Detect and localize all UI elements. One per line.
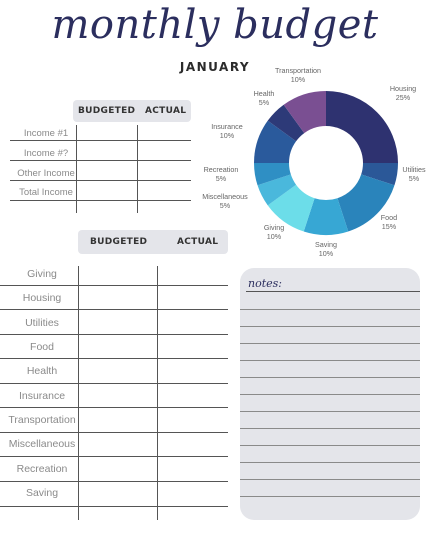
notes-line [240, 394, 420, 395]
notes-line [240, 479, 420, 480]
expense-row-divider [0, 285, 228, 286]
notes-line [240, 326, 420, 327]
chart-label-food [359, 213, 419, 231]
income-row-label: Income #1 [23, 128, 69, 139]
expense-row-label: Insurance [18, 390, 66, 402]
expense-col-actual: ACTUAL [177, 237, 219, 247]
notes-line [240, 462, 420, 463]
expense-row-label: Giving [27, 268, 57, 280]
chart-label-value: 10% [290, 75, 306, 84]
expense-row-label: Food [30, 341, 54, 353]
expense-row-label: Saving [25, 487, 59, 499]
chart-label-health [234, 89, 294, 107]
expense-row-divider [0, 358, 228, 359]
chart-label-value: 25% [395, 93, 411, 102]
chart-label-value: 10% [219, 131, 235, 140]
notes-line [240, 309, 420, 310]
chart-label-value: 5% [219, 201, 231, 210]
expense-row-divider [0, 506, 228, 507]
chart-label-value: 5% [258, 98, 270, 107]
expense-row-divider [0, 334, 228, 335]
chart-label-name: Utilities [402, 165, 426, 174]
expense-row-divider [0, 383, 228, 384]
expense-row-divider [0, 407, 228, 408]
expense-row-label: Transportation [8, 414, 76, 426]
chart-label-name: Transportation [274, 66, 322, 75]
notes-line [240, 411, 420, 412]
notes-line [240, 377, 420, 378]
chart-label-name: Saving [315, 240, 337, 249]
notes-underline [246, 291, 420, 292]
month-label: JANUARY [179, 60, 251, 74]
chart-label-miscellaneous [195, 192, 255, 210]
expense-col-divider [157, 266, 158, 520]
expense-row-label: Housing [22, 292, 62, 304]
notes-line [240, 343, 420, 344]
expense-row-divider [0, 309, 228, 310]
chart-label-name: Health [253, 89, 275, 98]
chart-label-name: Food [380, 213, 398, 222]
chart-label-value: 15% [381, 222, 397, 231]
income-row-label: Total Income [19, 187, 73, 198]
chart-label-name: Giving [263, 223, 285, 232]
expense-row-label: Miscellaneous [8, 438, 76, 450]
expense-row-label: Utilities [25, 317, 59, 329]
chart-label-saving [296, 240, 356, 258]
chart-label-name: Housing [389, 84, 417, 93]
chart-label-insurance [197, 122, 257, 140]
income-row-label: Income #? [23, 148, 69, 159]
chart-label-transportation [268, 66, 328, 84]
notes-line [240, 360, 420, 361]
chart-label-name: Recreation [203, 165, 239, 174]
chart-label-value: 5% [408, 174, 420, 183]
expense-row-divider [0, 432, 228, 433]
expense-row-label: Health [26, 365, 58, 377]
income-row-label: Other Income [17, 168, 75, 179]
expense-header-pill [78, 230, 228, 254]
notes-line [240, 496, 420, 497]
expense-row-divider [0, 481, 228, 482]
expense-row-label: Recreation [16, 463, 68, 475]
expense-row-divider [0, 456, 228, 457]
notes-line [240, 445, 420, 446]
income-col-budgeted: BUDGETED [78, 106, 136, 116]
page-title: monthly budget [51, 2, 379, 48]
chart-label-housing [373, 84, 430, 102]
chart-label-value: 5% [215, 174, 227, 183]
chart-label-name: Miscellaneous [202, 192, 248, 201]
chart-label-giving [244, 223, 304, 241]
income-col-actual: ACTUAL [145, 106, 187, 116]
chart-label-name: Insurance [211, 122, 243, 131]
notes-line [240, 428, 420, 429]
expense-col-budgeted: BUDGETED [90, 237, 148, 247]
chart-label-recreation [191, 165, 251, 183]
chart-label-utilities [384, 165, 430, 183]
notes-title: notes: [248, 277, 282, 290]
chart-label-value: 10% [318, 249, 334, 258]
chart-label-value: 10% [266, 232, 282, 241]
